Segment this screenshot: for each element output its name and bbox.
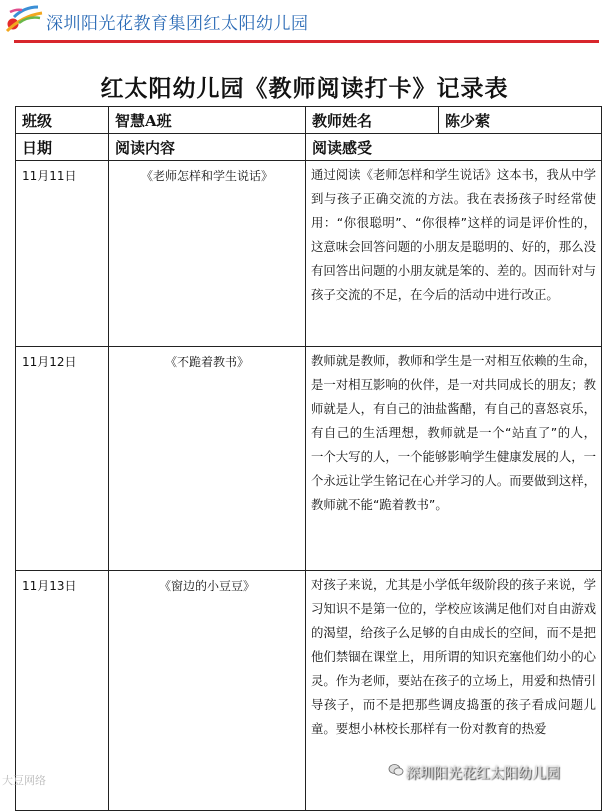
info-row <box>16 107 602 134</box>
kindergarten-logo-icon <box>4 4 44 34</box>
reading-record-table <box>15 106 602 811</box>
row-book: 《窗边的小豆豆》 <box>109 571 306 811</box>
watermark-left: 大豆网络 <box>2 774 46 787</box>
column-header-date: 日期 <box>16 134 109 161</box>
row-reflection: 通过阅读《老师怎样和学生说话》这本书，我从中学到与孩子正确交流的方法。我在表扬孩子时经常使用：“你很聪明”、“你很棒”这样的词是评价性的，这意味会回答问题的小朋友是聪明的、好的，那么没有回答出问题的小朋友就是笨的、差的。因而针对与孩子交流的不足，在今后的活动中进行改正。 <box>306 161 602 347</box>
class-value: 智慧A班 <box>109 107 306 134</box>
page-header <box>0 0 609 44</box>
row-reflection: 对孩子来说，尤其是小学低年级阶段的孩子来说，学习知识不是第一位的，学校应该满足他们对自由游戏的渴望，给孩子么足够的自由成长的空间，而不是把他们禁锢在课堂上，用所谓的知识充塞他们幼小的心灵。作为老师，要站在孩子的立场上，用爱和热情引导孩子，而不是把那些调皮捣蛋的孩子看成问题儿童。要想小林校长那样有一份对教育的热爱 <box>306 571 602 811</box>
row-book: 《不跪着教书》 <box>109 347 306 571</box>
teacher-label: 教师姓名 <box>306 107 439 134</box>
teacher-value: 陈少萦 <box>439 107 602 134</box>
watermark-right: 深圳阳光花红太阳幼儿园 <box>406 766 560 782</box>
row-reflection: 教师就是教师，教师和学生是一对相互依赖的生命，是一对相互影响的伙伴，是一对共同成长的朋友；教师就是人，有自己的油盐酱醋，有自己的喜怒哀乐，有自己的生活理想，教师就是一个“站直了”的人，一个大写的人，一个能够影响学生健康发展的人，一个永远让学生铭记在心并学习的人。而要做到这样，教师就不能“跪着教书”。 <box>306 347 602 571</box>
row-date: 11月12日 <box>16 347 109 571</box>
table-row <box>16 347 602 571</box>
row-book: 《老师怎样和学生说话》 <box>109 161 306 347</box>
class-label: 班级 <box>16 107 109 134</box>
brand-name: 深圳阳光花教育集团红太阳幼儿园 <box>46 14 309 34</box>
column-header-reflection: 阅读感受 <box>306 134 602 161</box>
page-title: 红太阳幼儿园《教师阅读打卡》记录表 <box>100 75 509 102</box>
header-divider <box>14 40 599 43</box>
column-header-book: 阅读内容 <box>109 134 306 161</box>
table-row <box>16 161 602 347</box>
row-date: 11月11日 <box>16 161 109 347</box>
column-header-row <box>16 134 602 161</box>
row-date: 11月13日 <box>16 571 109 811</box>
wechat-icon <box>388 762 404 778</box>
